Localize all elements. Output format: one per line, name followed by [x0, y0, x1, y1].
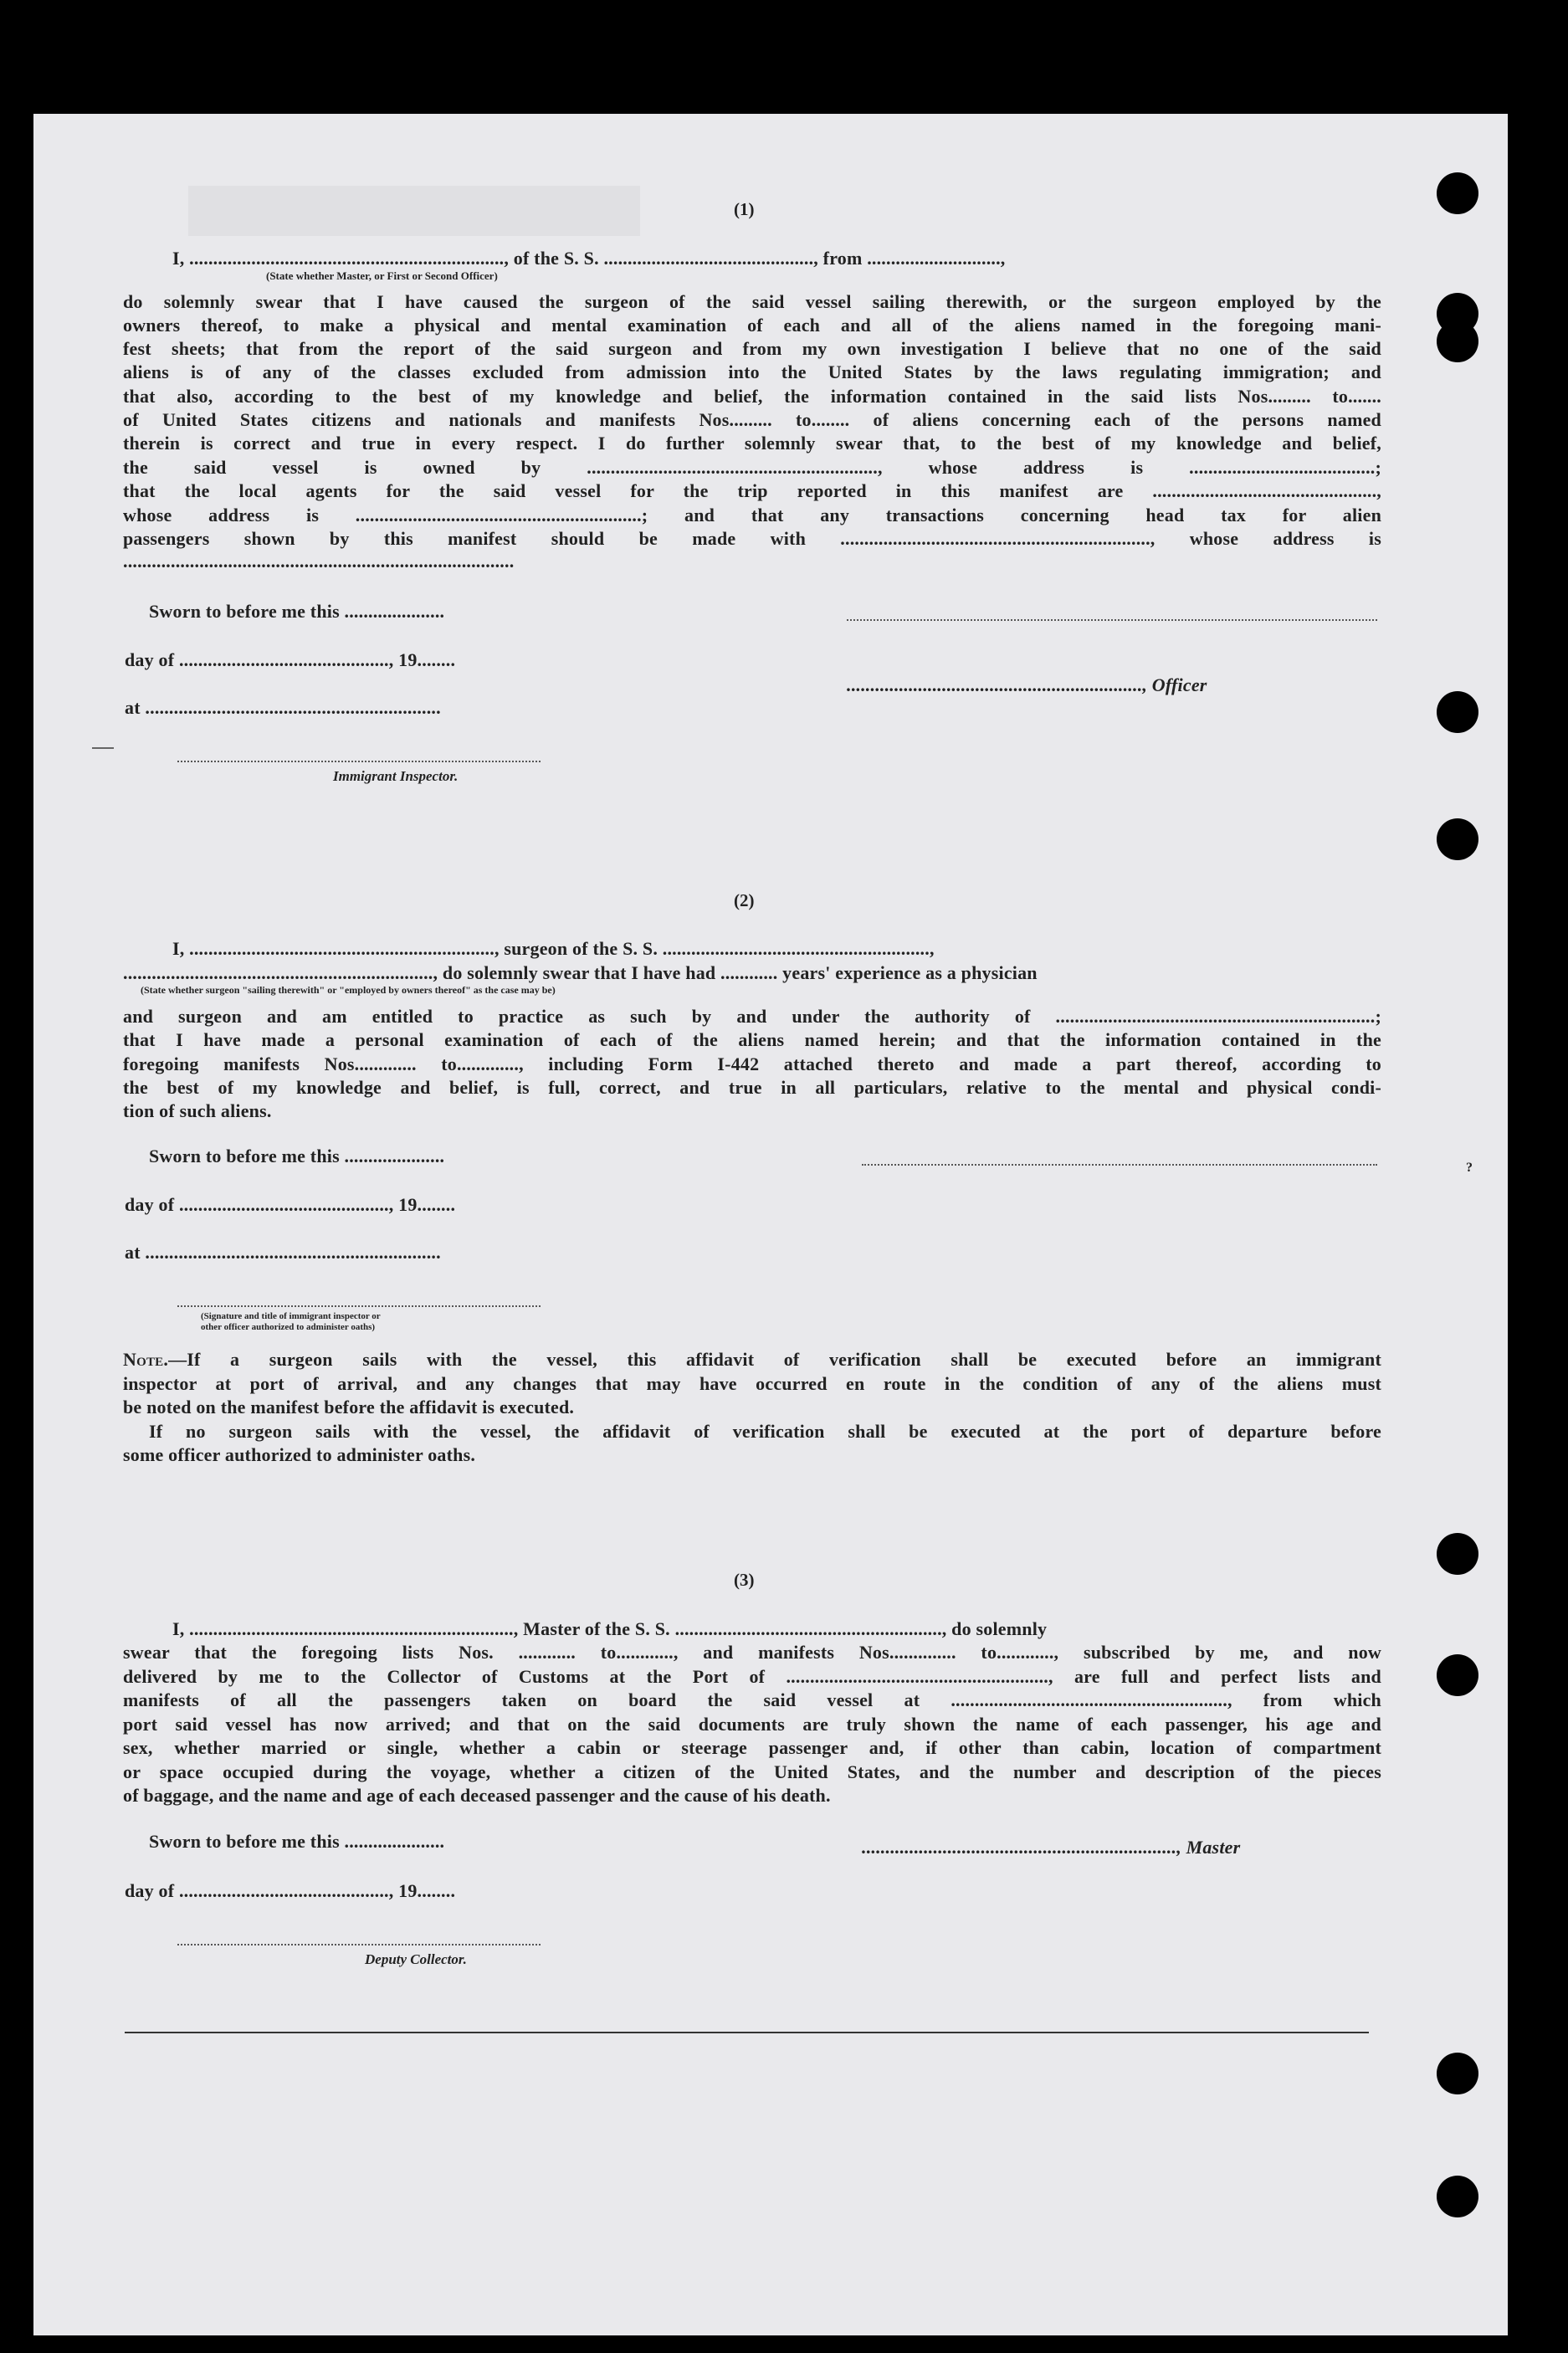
body-line: fest sheets; that from the report of the said surgeon and from my own investigation I believe that no one of the said — [123, 338, 1381, 359]
section-3-day-line[interactable]: day of ............................................, 19........ — [125, 1880, 456, 1901]
section-3-sworn-line[interactable]: Sworn to before me this ..................... — [149, 1831, 445, 1852]
note-line: inspector at port of arrival, and any changes that may have occurred en route in the condition of any of the aliens must — [123, 1373, 1381, 1394]
section-1-officer-note: (State whether Master, or First or Second Officer) — [266, 269, 498, 282]
section-2-surgeon-note: (State whether surgeon "sailing therewith" or "employed by owners thereof" as the case may be) — [141, 984, 556, 996]
body-line: port said vessel has now arrived; and that on the said documents are truly shown the name of each passenger, his age and — [123, 1714, 1381, 1735]
note-line: some officer authorized to administer oaths. — [123, 1444, 476, 1465]
note-label: Note. — [123, 1349, 169, 1370]
section-3-number: (3) — [734, 1570, 755, 1590]
body-line[interactable]: passengers shown by this manifest should be made with ................................................................., whose address is — [123, 528, 1381, 549]
section-2-experience-line[interactable]: ................................................................., do solemnly swear that I have had ............ years' experience as a physician — [123, 962, 1038, 983]
section-2-officer-signature-line[interactable] — [862, 1164, 1377, 1166]
punch-hole — [1437, 1654, 1478, 1696]
section-2-at-line[interactable]: at .............................................................. — [125, 1242, 441, 1263]
body-line[interactable]: swear that the foregoing lists Nos. ............ to............, and manifests Nos.............. to............, subscribed by me, and now — [123, 1642, 1381, 1663]
margin-mark: ? — [1466, 1161, 1473, 1175]
note-text: —If a surgeon sails with the vessel, this affidavit of verification shall be executed before an immigrant — [168, 1349, 1381, 1370]
body-line[interactable]: that also, according to the best of my knowledge and belief, the information contained in the said lists Nos......... to....... — [123, 386, 1381, 407]
section-1-officer-signature-line[interactable] — [847, 619, 1377, 621]
body-line: sex, whether married or single, whether a cabin or steerage passenger and, if other than cabin, location of compartment — [123, 1737, 1381, 1758]
punch-hole — [1437, 691, 1478, 733]
body-line: or space occupied during the voyage, whether a citizen of the United States, and the number and description of the pieces — [123, 1761, 1381, 1782]
bottom-rule — [125, 2032, 1369, 2033]
section-1-at-line[interactable]: at .............................................................. — [125, 697, 441, 718]
section-2-signature-note: (Signature and title of immigrant inspector or — [201, 1311, 381, 1321]
body-line[interactable]: that the local agents for the said vessel for the trip reported in this manifest are ..............................................., — [123, 480, 1381, 501]
body-line[interactable]: whose address is ............................................................; and that any transactions concerning head tax for alien — [123, 505, 1381, 525]
section-2-day-line[interactable]: day of ............................................, 19........ — [125, 1194, 456, 1215]
note-line: If no surgeon sails with the vessel, the affidavit of verification shall be executed at the port of departure before — [149, 1421, 1381, 1442]
section-1-number: (1) — [734, 199, 755, 219]
body-line[interactable]: foregoing manifests Nos............. to............., including Form I-442 attached thereto and made a part thereof, according to — [123, 1053, 1381, 1074]
body-line: of baggage, and the name and age of each deceased passenger and the cause of his death. — [123, 1785, 831, 1806]
body-line: tion of such aliens. — [123, 1100, 272, 1121]
punch-hole — [1437, 2176, 1478, 2217]
section-1-sworn-line[interactable]: Sworn to before me this ..................... — [149, 601, 445, 622]
punch-hole — [1437, 2053, 1478, 2094]
punch-hole — [1437, 172, 1478, 214]
body-line: that I have made a personal examination of each of the aliens named herein; and that the information contained in the — [123, 1029, 1381, 1050]
body-line[interactable]: manifests of all the passengers taken on board the said vessel at .........................................................., from which — [123, 1689, 1381, 1710]
section-2-oath-line[interactable]: I, ................................................................, surgeon of the S. S. ........................................................, — [172, 938, 935, 959]
section-1-officer-line[interactable]: .............................................................., Officer — [847, 674, 1207, 695]
body-line[interactable]: delivered by me to the Collector of Customs at the Port of ......................................................., are full and perfect lists and — [123, 1666, 1381, 1687]
body-line: do solemnly swear that I have caused the surgeon of the said vessel sailing therewith, or the surgeon employed by the — [123, 291, 1381, 312]
body-line[interactable]: and surgeon and am entitled to practice as such by and under the authority of ...................................................................; — [123, 1006, 1381, 1027]
section-1-inspector-caption: Immigrant Inspector. — [333, 768, 459, 784]
section-2-inspector-signature-line[interactable] — [177, 1305, 541, 1307]
section-2-sworn-line[interactable]: Sworn to before me this ..................... — [149, 1146, 445, 1166]
body-line: the best of my knowledge and belief, is full, correct, and true in all particulars, relative to the mental and physical condi- — [123, 1077, 1381, 1098]
body-line: aliens is of any of the classes excluded from admission into the United States by the laws regulating immigration; and — [123, 361, 1381, 382]
section-3-collector-signature-line[interactable] — [177, 1944, 541, 1945]
section-3-oath-line[interactable]: I, ...................................................................., Master of the S. S. ........................................................, do solemnly — [172, 1618, 1048, 1639]
section-1-inspector-signature-line[interactable] — [177, 761, 541, 762]
section-2-signature-note: other officer authorized to administer oaths) — [201, 1322, 376, 1332]
punch-hole — [1437, 818, 1478, 860]
body-line[interactable]: of United States citizens and nationals and manifests Nos......... to........ of aliens concerning each of the persons named — [123, 409, 1381, 430]
section-3-master-line[interactable]: .................................................................., Master — [862, 1837, 1241, 1858]
punch-hole — [1437, 1533, 1478, 1575]
section-3-collector-caption: Deputy Collector. — [365, 1951, 467, 1967]
section-1-day-line[interactable]: day of ............................................, 19........ — [125, 649, 456, 670]
body-line[interactable]: .................................................................................. — [123, 551, 515, 572]
section-1-oath-line[interactable]: I, .................................................................., of the S. S. ............................................, from ............................, — [172, 248, 1006, 269]
body-line: therein is correct and true in every respect. I do further solemnly swear that, to the best of my knowledge and belief, — [123, 433, 1381, 454]
punch-hole — [1437, 320, 1478, 362]
section-2-number: (2) — [734, 890, 755, 910]
body-line[interactable]: the said vessel is owned by ............................................................., whose address is .......................................; — [123, 457, 1381, 478]
note-line: be noted on the manifest before the affidavit is executed. — [123, 1397, 575, 1417]
body-line: owners thereof, to make a physical and mental examination of each and all of the aliens named in the foregoing mani- — [123, 315, 1381, 336]
bleed-through-heading — [188, 186, 640, 236]
note-line — [123, 1348, 1381, 1371]
margin-dash — [92, 747, 114, 749]
